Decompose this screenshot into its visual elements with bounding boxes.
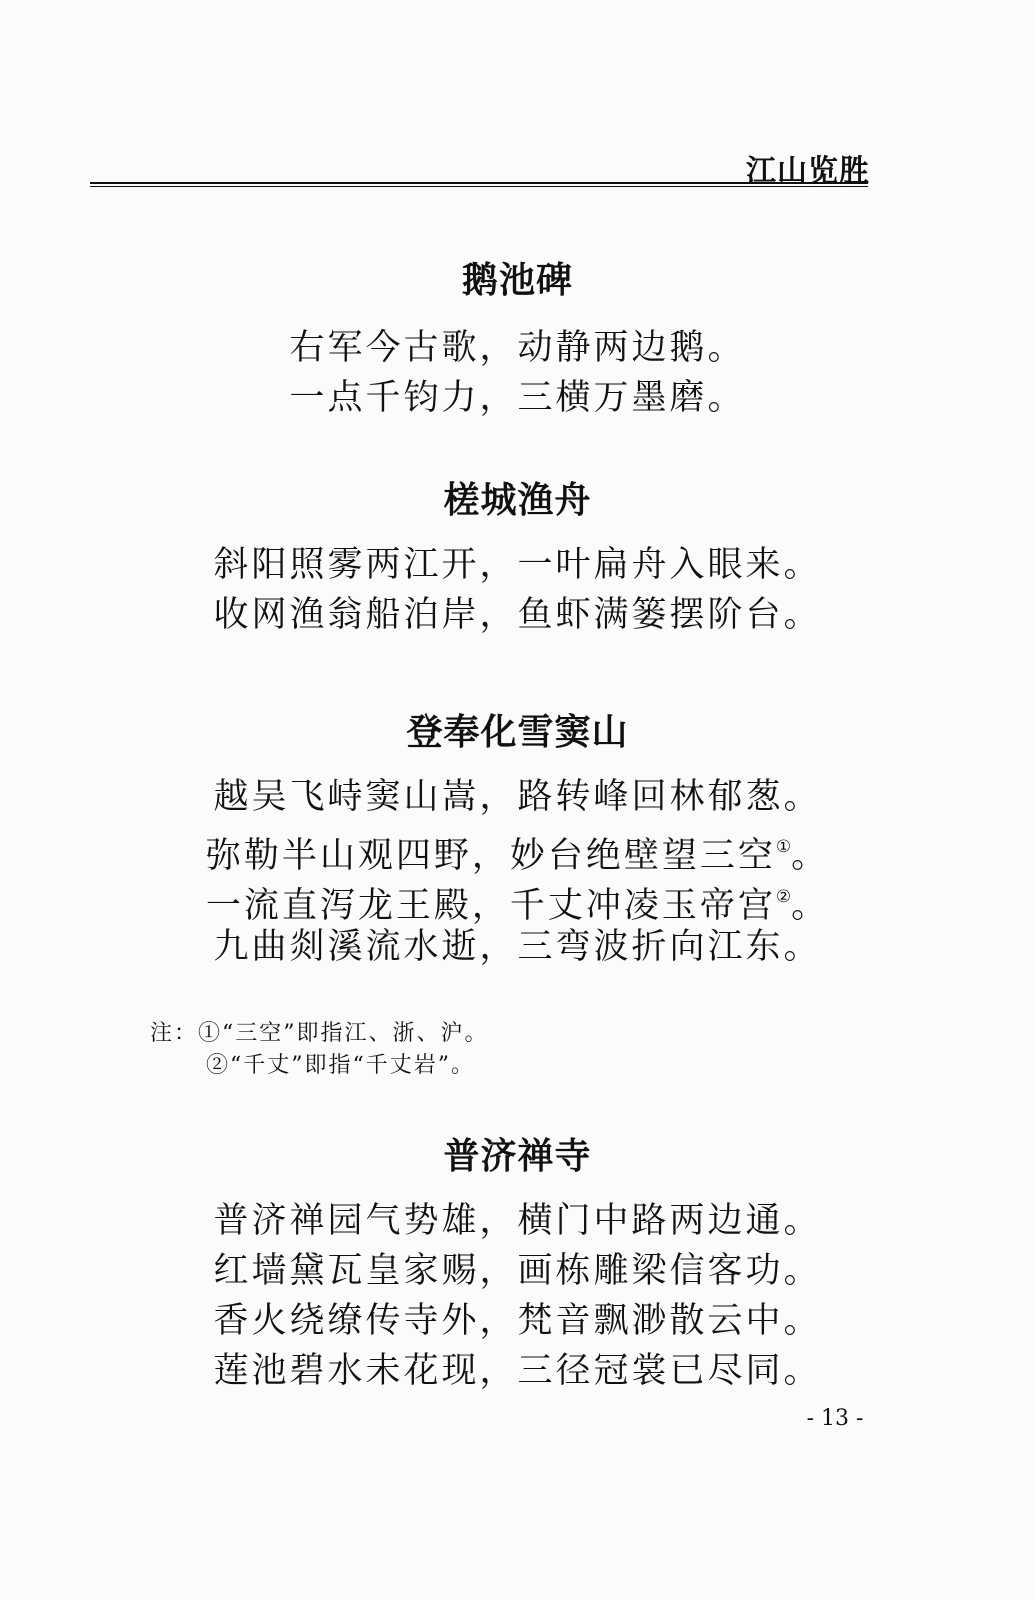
poem-line: 莲池碧水未花现，三径冠裳已尽同。 (213, 1351, 822, 1391)
poem-line-text: 一流直泻龙王殿，千丈冲凌玉帝宫 (205, 886, 776, 926)
header-rule (90, 182, 868, 187)
poem-body-pu-ji-chan-si (0, 1196, 1035, 1396)
footnotes (150, 1018, 489, 1082)
poem-body-xue-dou-shan (0, 772, 1035, 972)
running-header-title: 江山览胜 (746, 154, 870, 189)
poem-line: 一点千钧力，三横万墨磨。 (289, 378, 746, 418)
poem-line-end: 。 (791, 886, 830, 926)
poem-body-cha-cheng-yu-zhou (0, 540, 1035, 640)
poem-body-e-chi-bei (0, 323, 1035, 423)
footnote-text: ①“三空”即指江、浙、沪。 (198, 1021, 489, 1046)
poem-line: 右军今古歌，动静两边鹅。 (289, 328, 746, 368)
poem-line (0, 822, 1035, 876)
footnote-marker-1: ① (775, 837, 792, 857)
footnote-2 (150, 1050, 489, 1082)
poem-line: 斜阳照雾两江开，一叶扁舟入眼来。 (213, 545, 822, 585)
poem-line (0, 872, 1035, 926)
poem-line: 越吴飞峙窦山嵩，路转峰回林郁葱。 (213, 777, 822, 817)
poem-line: 收网渔翁船泊岸，鱼虾满篓摆阶台。 (213, 595, 822, 635)
poem-line-text: 弥勒半山观四野，妙台绝壁望三空 (205, 836, 776, 876)
poem-line-end: 。 (791, 836, 830, 876)
page-number: - 13 - (806, 1406, 864, 1431)
poem-title-pu-ji-chan-si: 普济禅寺 (443, 1135, 592, 1177)
poem-line: 红墙黛瓦皇家赐，画栋雕梁信客功。 (213, 1251, 822, 1291)
footnote-text: ②“千丈”即指“千丈岩”。 (206, 1053, 475, 1078)
poem-title-xue-dou-shan: 登奉化雪窦山 (406, 711, 629, 753)
poem-line: 普济禅园气势雄，横门中路两边通。 (213, 1201, 822, 1241)
poem-line: 香火绕缭传寺外，梵音飘渺散云中。 (213, 1301, 822, 1341)
footnote-label: 注： (150, 1021, 199, 1046)
poem-title-e-chi-bei: 鹅池碑 (461, 259, 573, 301)
footnote-1 (150, 1018, 489, 1050)
footnote-marker-2: ② (775, 887, 792, 907)
poem-title-cha-cheng-yu-zhou: 槎城渔舟 (443, 479, 592, 521)
poem-line: 九曲剡溪流水逝，三弯波折向江东。 (213, 927, 822, 967)
